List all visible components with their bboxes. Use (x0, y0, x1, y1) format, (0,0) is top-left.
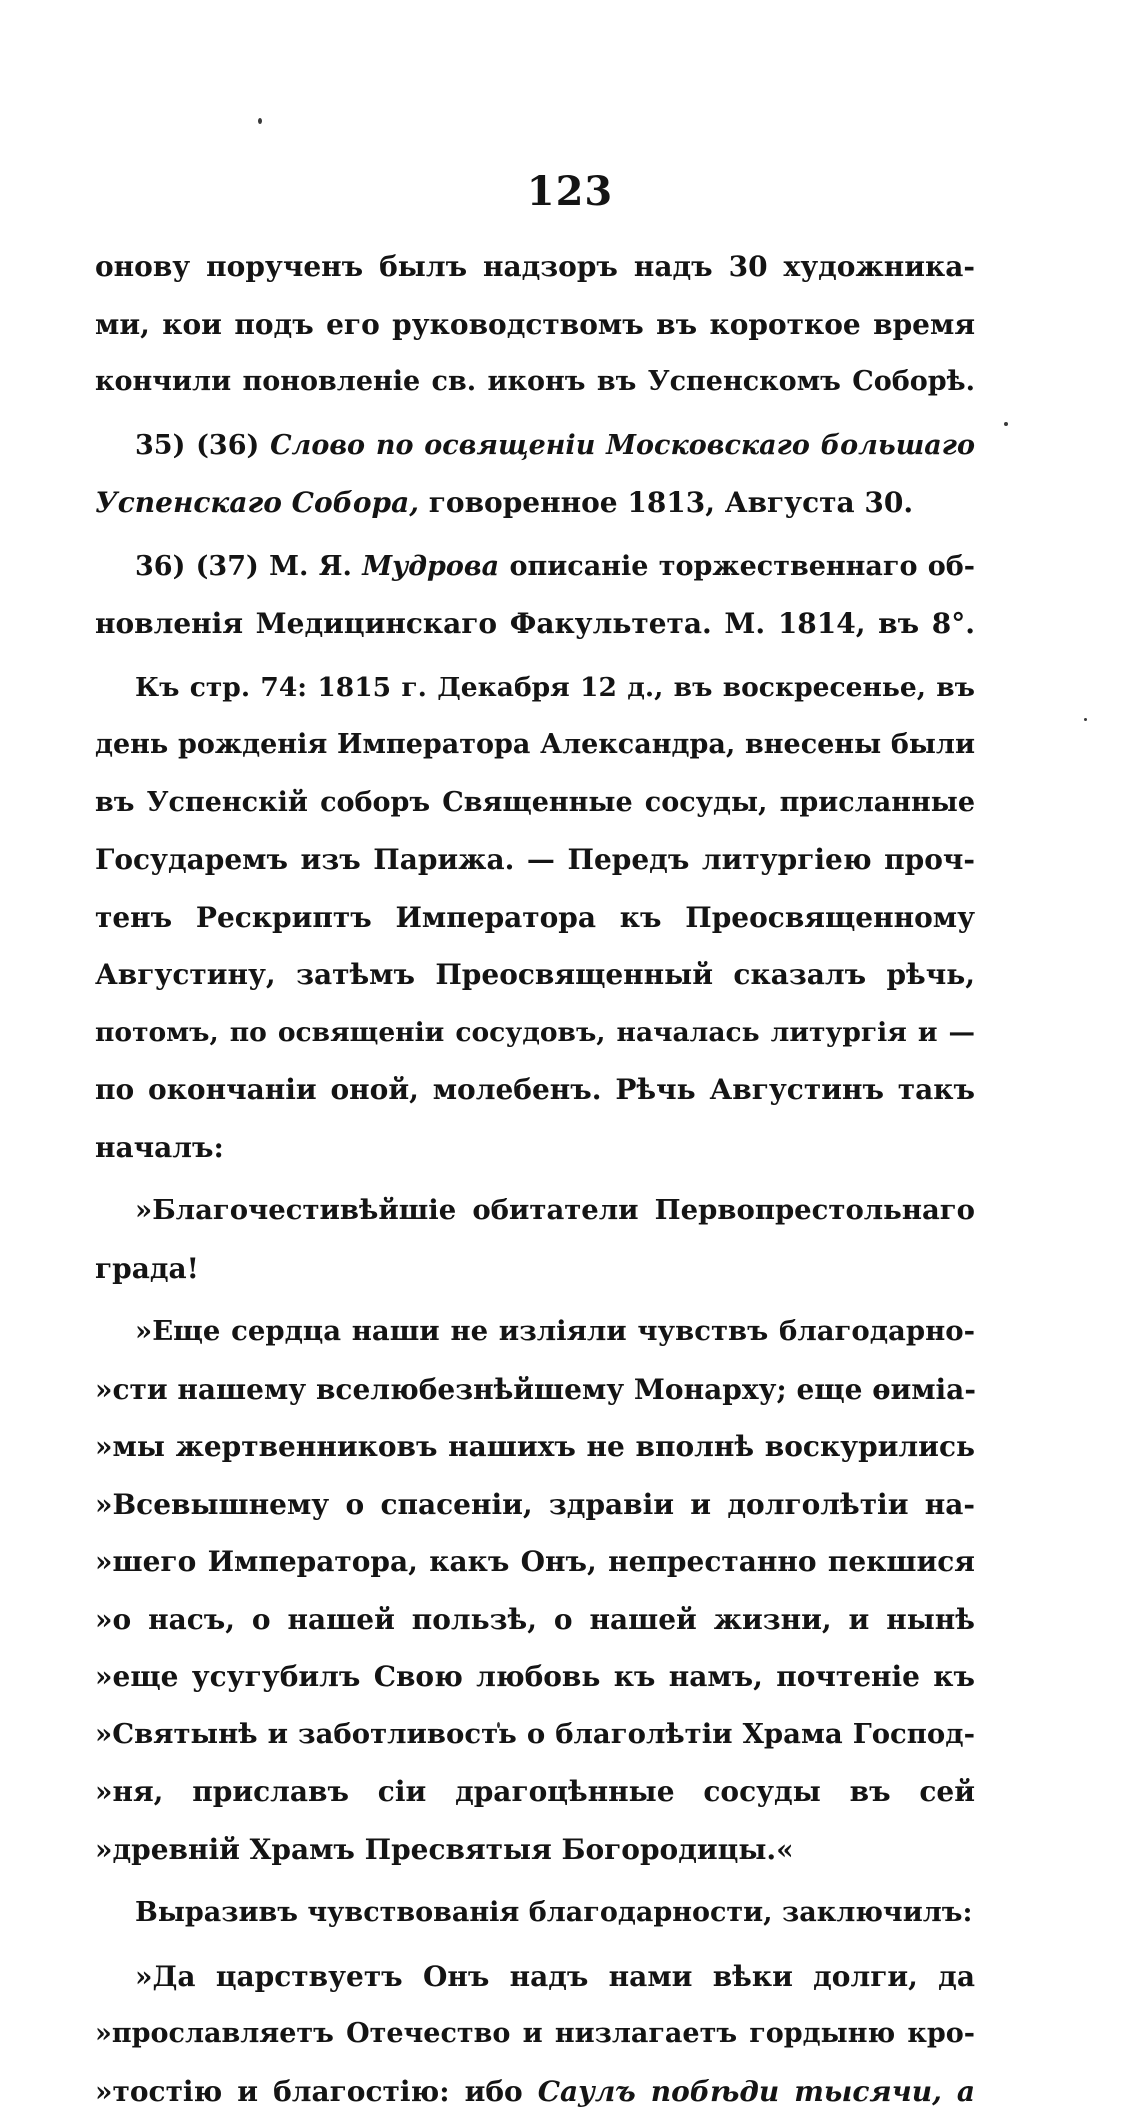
text-span: описаніе торжественнаго об- (499, 551, 975, 582)
text-line: онову порученъ былъ надзоръ надъ 30 художника- (95, 238, 975, 296)
text-line: »Еще сердца наши не изліяли чувствъ благодарно- (95, 1303, 975, 1361)
text-line: въ Успенскій соборъ Священные сосуды, присланные (95, 774, 975, 832)
text-line: кончили поновленіе св. иконъ въ Успенскомъ Соборѣ. (95, 353, 975, 411)
footnote-number: 36) (37) М. Я. (135, 551, 362, 582)
text-line: »прославляетъ Отечество и низлагаетъ гордыню кро- (95, 2005, 975, 2063)
footnote-number: 35) (36) (135, 430, 270, 461)
ink-speck (1084, 718, 1087, 721)
scripture-quote: Саулъ побѣди тысячи, а (538, 2075, 975, 2108)
text-line: »о насъ, о нашей пользѣ, о нашей жизни, и нынѣ (95, 1591, 975, 1649)
text-line: »мы жертвенниковъ нашихъ не вполнѣ воскурились (95, 1418, 975, 1476)
text-line: по окончаніи оной, молебенъ. Рѣчь Августинъ такъ (95, 1061, 975, 1119)
text-line: ми, кои подъ его руководствомъ въ короткое время (95, 296, 975, 354)
text-line: »Святынѣ и заботливость о благолѣтіи Храма Господ- (95, 1706, 975, 1764)
text-line: »ня, приславъ сіи драгоцѣнные сосуды въ сей (95, 1763, 975, 1821)
footnote-35 (95, 417, 975, 475)
page-number: 123 (0, 168, 1140, 215)
ink-speck (1004, 422, 1008, 426)
text-line: Августину, затѣмъ Преосвященный сказалъ рѣчь, (95, 946, 975, 1004)
author-name: Мудрова (362, 551, 499, 582)
text-line: »сти нашему вселюбезнѣйшему Монарху; еще ѳиміа- (95, 1361, 975, 1419)
text-line: потомъ, по освященіи сосудовъ, началась литургія и — (95, 1004, 975, 1062)
text-line (95, 2063, 975, 2120)
text-line: »Благочестивѣйшіе обитатели Первопрестольнаго (95, 1182, 975, 1240)
ink-speck (258, 118, 262, 124)
text-line: новленія Медицинскаго Факультета. М. 1814, въ 8°. (95, 595, 975, 653)
work-title: Слово по освященіи Московскаго большаго (270, 430, 975, 461)
footnote-36 (95, 538, 975, 596)
text-line: тенъ Рескриптъ Императора къ Преосвященному (95, 889, 975, 947)
text-line: »еще усугубилъ Свою любовь къ намъ, почтеніе къ (95, 1648, 975, 1706)
text-line (95, 474, 975, 532)
text-line: »Всевышнему о спасеніи, здравіи и долголѣтіи на- (95, 1476, 975, 1534)
text-line: началъ: (95, 1119, 975, 1177)
text-line: Государемъ изъ Парижа. — Передъ литургіею проч- (95, 831, 975, 889)
text-line: день рожденія Императора Александра, внесены были (95, 716, 975, 774)
body-text (95, 238, 975, 2120)
work-title: Успенскаго Собора, (95, 486, 419, 519)
text-span: говоренное 1813, Августа 30. (419, 486, 913, 519)
text-line: Выразивъ чувствованія благодарности, заключилъ: (95, 1884, 975, 1942)
text-span: »тостію и благостію: ибо (95, 2075, 538, 2108)
text-line: града! (95, 1240, 975, 1298)
text-line: Къ стр. 74: 1815 г. Декабря 12 д., въ воскресенье, въ (95, 659, 975, 717)
text-line: »древній Храмъ Пресвятыя Богородицы.« (95, 1821, 975, 1879)
text-line: »Да царствуетъ Онъ надъ нами вѣки долги, да (95, 1948, 975, 2006)
text-line: »шего Императора, какъ Онъ, непрестанно пекшися (95, 1533, 975, 1591)
